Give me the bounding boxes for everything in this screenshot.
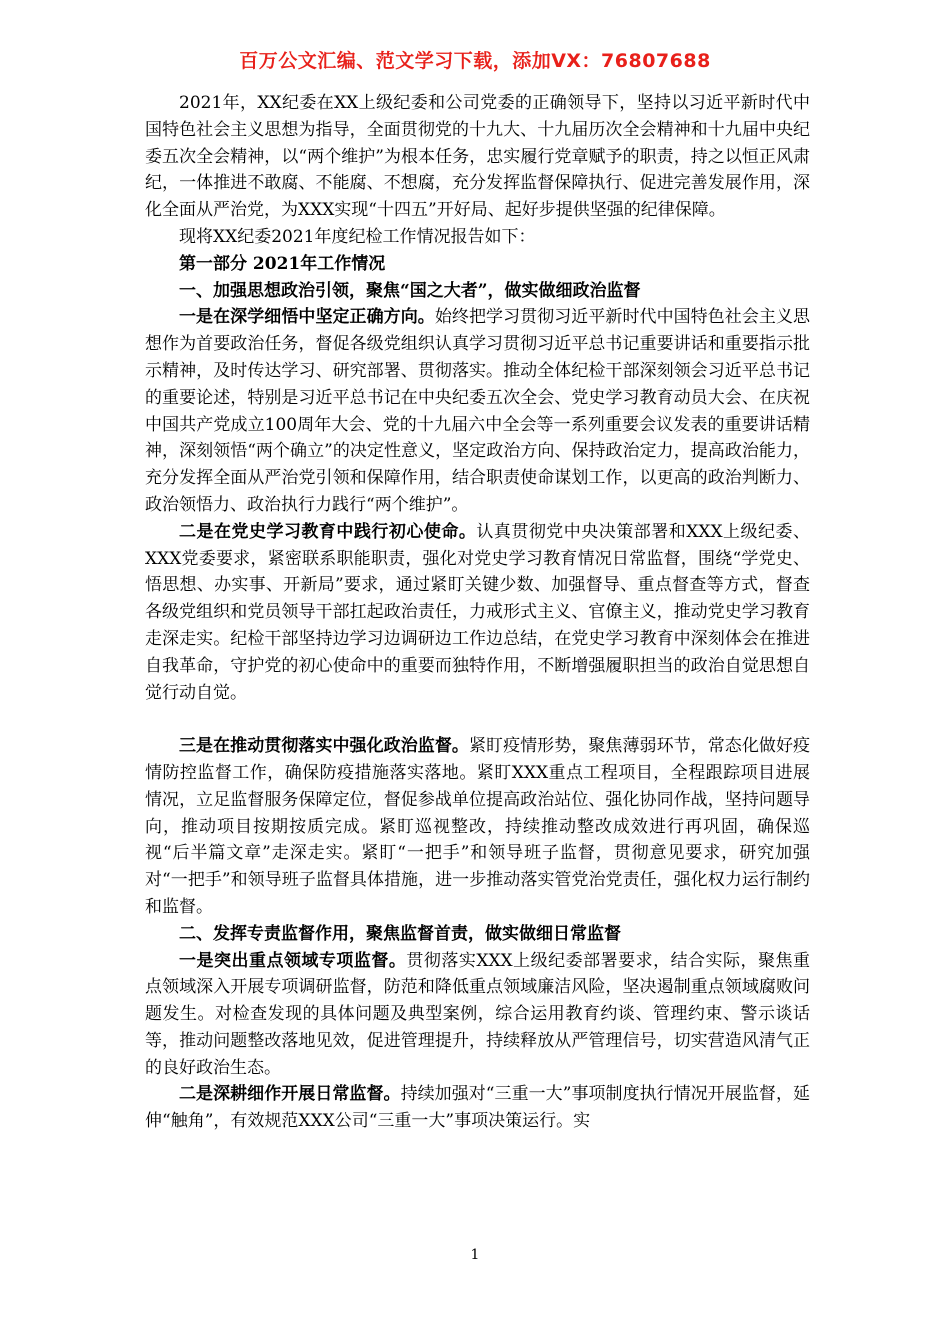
part-heading-text: 第一部分 2021年工作情况 — [179, 253, 386, 274]
watermark-banner: 百万公文汇编、范文学习下载，添加VX：76807688 — [239, 50, 711, 72]
part-heading — [145, 251, 810, 278]
report-intro: 现将XX纪委2021年度纪检工作情况报告如下： — [179, 226, 536, 247]
section-heading-text: 一、加强思想政治引领，聚焦“国之大者”，做实做细政治监督 — [179, 280, 641, 301]
intro-paragraph: 2021年，XX纪委在XX上级纪委和公司党委的正确领导下，坚持以习近平新时代中国特色社会主义思想为指导，全面贯彻党的十九大、十九届历次全会精神和十九届中央纪委五次全会精神，以“两个维护”为根本任务，忠实履行党章赋予的职责，持之以恒正风肃纪，一体推进不敢腐、不能腐、不想腐，充分发挥监督保障执行、促进完善发展作用，深化全面从严治党，为XXX实现“十四五”开好局、起好步提供坚强的纪律保障。 — [145, 93, 810, 221]
page-number: 1 — [470, 1247, 480, 1263]
section-heading — [145, 278, 810, 305]
paragraph-text: 持续加强对“三重一大”事项制度执行情况开展监督，延伸“触角”，有效规范XXX公司“三重一大”事项决策运行。实 — [145, 1084, 811, 1132]
paragraph-lead: 一是突出重点领域专项监督。 — [179, 950, 407, 971]
paragraph-lead: 二是深耕细作开展日常监督。 — [179, 1084, 401, 1105]
paragraph-text: 始终把学习贯彻习近平新时代中国特色社会主义思想作为首要政治任务，督促各级党组织认真学习贯彻习近平总书记重要讲话和重要指示批示精神，及时传达学习、研究部署、贯彻落实。推动全体纪检干部深刻领会习近平总书记的重要论述，特别是习近平总书记在中央纪委五次全会、党史学习教育动员大会、在庆祝中国共产党成立100周年大会、党的十九届六中全会等一系列重要会议发表的重要讲话精神，深刻领悟“两个确立”的决定性意义，坚定政治方向、保持政治定力，提高政治能力，充分发挥全面从严治党引领和保障作用，结合职责使命谋划工作，以更高的政治判断力、政治领悟力、政治执行力践行“两个维护”。 — [145, 307, 811, 515]
document-body — [145, 90, 810, 1135]
section-heading-text: 二、发挥专责监督作用，聚焦监督首责，做实做细日常监督 — [179, 923, 621, 944]
paragraph — [145, 304, 810, 518]
paragraph-lead: 三是在推动贯彻落实中强化政治监督。 — [179, 736, 469, 757]
paragraph — [145, 519, 810, 707]
paragraph — [145, 733, 810, 921]
paragraph-text: 紧盯疫情形势，聚焦薄弱环节，常态化做好疫情防控监督工作，确保防疫措施落实落地。紧盯XXX重点工程项目，全程跟踪项目进展情况，立足监督服务保障定位，督促参战单位提高政治站位、强化协同作战，坚持问题导向，推动项目按期按质完成。紧盯巡视整改，持续推动整改成效进行再巩固，确保巡视“后半篇文章”走深走实。紧盯“一把手”和领导班子监督，贯彻意见要求，研究加强对“一把手”和领导班子监督具体措施，进一步推动落实管党治党责任，强化权力运行制约和监督。 — [145, 736, 811, 917]
paragraph — [145, 948, 810, 1082]
paragraph — [145, 1081, 810, 1135]
section-heading — [145, 921, 810, 948]
paragraph-lead: 一是在深学细悟中坚定正确方向。 — [179, 307, 435, 328]
paragraph-text: 认真贯彻党中央决策部署和XXX上级纪委、XXX党委要求，紧密联系职能职责，强化对党史学习教育情况日常监督，围绕“学党史、悟思想、办实事、开新局”要求，通过紧盯关键少数、加强督导、重点督查等方式，督查各级党组织和党员领导干部扛起政治责任，力戒形式主义、官僚主义，推动党史学习教育走深走实。纪检干部坚持边学习边调研边工作边总结，在党史学习教育中深刻体会在推进自我革命，守护党的初心使命中的重要而独特作用，不断增强履职担当的政治自觉思想自觉行动自觉。 — [145, 521, 810, 703]
paragraph-text: 贯彻落实XXX上级纪委部署要求，结合实际，聚焦重点领域深入开展专项调研监督，防范和降低重点领域廉洁风险，坚决遏制重点领域腐败问题发生。对检查发现的具体问题及典型案例，综合运用教育约谈、管理约束、警示谈话等，推动问题整改落地见效，促进管理提升，持续释放从严管理信号，切实营造风清气正的良好政治生态。 — [145, 950, 811, 1078]
paragraph-lead: 二是在党史学习教育中践行初心使命。 — [179, 521, 477, 542]
